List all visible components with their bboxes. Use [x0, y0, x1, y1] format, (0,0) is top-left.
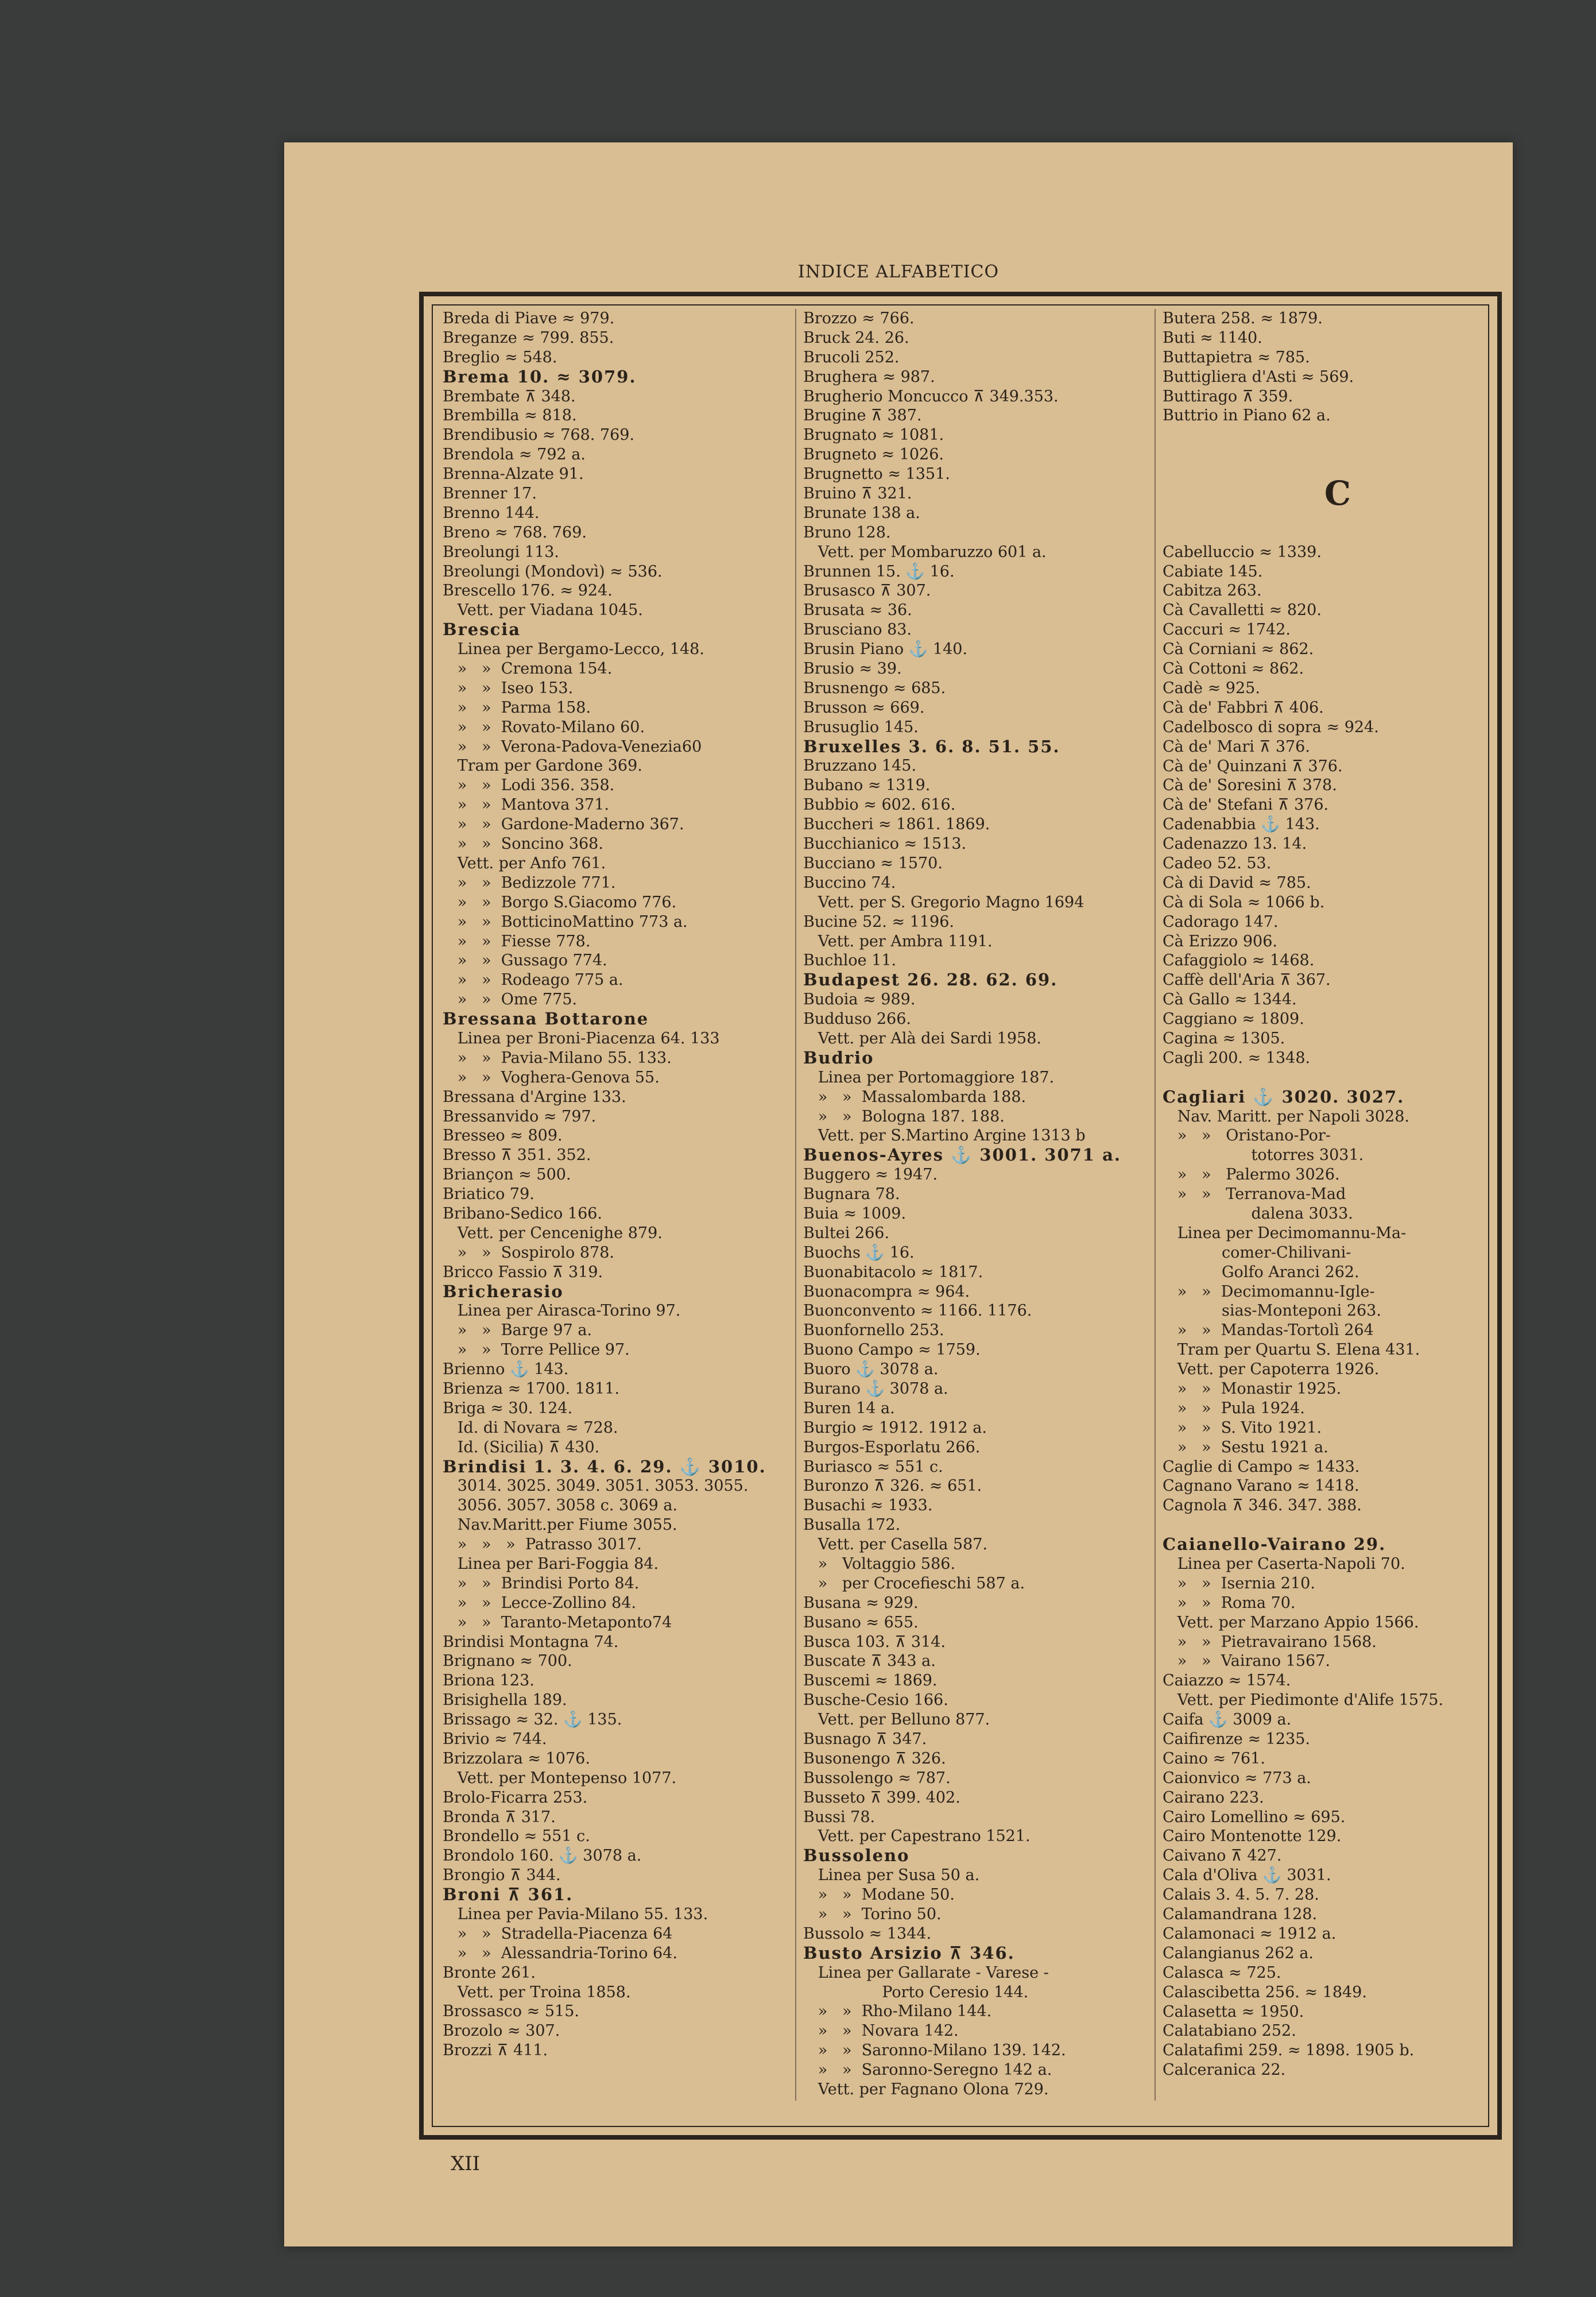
index-entry: Breno ≈ 768. 769. — [443, 523, 587, 542]
index-entry: » » Pavia-Milano 55. 133. — [443, 1049, 672, 1067]
index-entry: » » Novara 142. — [803, 2022, 959, 2040]
index-entry: Buggero ≈ 1947. — [803, 1166, 938, 1184]
index-entry: » » Torino 50. — [803, 1905, 942, 1924]
index-entry: Calatafimi 259. ≈ 1898. 1905 b. — [1163, 2041, 1415, 2060]
index-entry: » » Massalombarda 188. — [803, 1088, 1026, 1106]
index-entry: Vett. per Mombaruzzo 601 a. — [803, 543, 1047, 561]
index-heading-entry: Bricherasio — [443, 1282, 564, 1301]
index-entry: » » Cremona 154. — [443, 660, 613, 678]
index-entry: » » Ome 775. — [443, 991, 578, 1009]
index-entry: Cà Gallo ≈ 1344. — [1163, 991, 1297, 1009]
index-entry: Cagina ≈ 1305. — [1163, 1029, 1285, 1047]
index-entry: Buscate ⊼ 343 a. — [803, 1652, 936, 1670]
index-entry: Vett. per Cencenighe 879. — [443, 1224, 663, 1242]
index-entry: Brugine ⊼ 387. — [803, 407, 922, 425]
index-entry: » » Voghera-Genova 55. — [443, 1068, 660, 1086]
page-number: XII — [451, 2152, 481, 2175]
index-entry: » » Pietravairano 1568. — [1163, 1633, 1377, 1651]
spacer — [1163, 523, 1513, 543]
index-entry: Linea per Gallarate - Varese - — [803, 1963, 1049, 1982]
index-entry: Linea per Caserta-Napoli 70. — [1163, 1555, 1405, 1573]
spacer — [1163, 1068, 1513, 1088]
index-entry: » » Borgo S.Giacomo 776. — [443, 893, 677, 911]
index-entry: Bruino ⊼ 321. — [803, 485, 912, 503]
index-entry: Bugnara 78. — [803, 1185, 900, 1204]
index-entry: Bruzzano 145. — [803, 757, 917, 775]
index-entry: Breda di Piave ≈ 979. — [443, 310, 615, 327]
index-entry: Brusnengo ≈ 685. — [803, 679, 946, 697]
index-entry: » » Barge 97 a. — [443, 1321, 592, 1340]
index-entry: » » Gussago 774. — [443, 952, 607, 970]
index-entry: » » Vairano 1567. — [1163, 1652, 1330, 1670]
index-entry: Brenner 17. — [443, 485, 537, 503]
index-entry: » » Fiesse 778. — [443, 932, 591, 950]
index-entry: Brienno ⚓ 143. — [443, 1360, 569, 1379]
index-heading-entry: Cagliari ⚓ 3020. 3027. — [1163, 1087, 1405, 1107]
index-entry: » » Stradella-Piacenza 64 — [443, 1924, 673, 1943]
index-entry: Linea per Bari-Foggia 84. — [443, 1555, 659, 1573]
index-entry: Bucchianico ≈ 1513. — [803, 835, 967, 853]
index-entry: Busche-Cesio 166. — [803, 1691, 948, 1710]
index-entry: Cairo Lomellino ≈ 695. — [1163, 1808, 1346, 1826]
index-entry: Buonacompra ≈ 964. — [803, 1282, 970, 1301]
index-entry: Calamandrana 128. — [1163, 1905, 1318, 1924]
index-entry: Vett. per Anfo 761. — [443, 854, 606, 872]
index-entry: Bricco Fassio ⊼ 319. — [443, 1263, 603, 1281]
index-column-1 — [443, 309, 793, 2060]
index-entry: Brendola ≈ 792 a. — [443, 446, 586, 464]
index-entry: Vett. per Capoterra 1926. — [1163, 1360, 1380, 1379]
index-heading-entry: Bruxelles 3. 6. 8. 51. 55. — [803, 737, 1060, 756]
index-entry: » » Lodi 356. 358. — [443, 776, 615, 795]
index-heading-entry: Busto Arsizio ⊼ 346. — [803, 1943, 1015, 1963]
index-entry: Busachi ≈ 1933. — [803, 1496, 933, 1515]
index-entry: Cadenabbia ⚓ 143. — [1163, 815, 1320, 834]
index-entry: Vett. per Piedimonte d'Alife 1575. — [1163, 1691, 1444, 1710]
index-entry: Buttigliera d'Asti ≈ 569. — [1163, 368, 1354, 386]
index-entry: » » Parma 158. — [443, 698, 591, 717]
index-entry: Calascibetta 256. ≈ 1849. — [1163, 1983, 1367, 2001]
index-entry: Caiazzo ≈ 1574. — [1163, 1672, 1291, 1690]
index-entry: Bussi 78. — [803, 1808, 876, 1826]
index-heading-entry: Budrio — [803, 1048, 874, 1068]
index-entry: Bussolengo ≈ 787. — [803, 1769, 951, 1787]
index-entry: Burano ⚓ 3078 a. — [803, 1379, 948, 1398]
index-entry: Brenna-Alzate 91. — [443, 465, 584, 484]
index-entry: Briatico 79. — [443, 1185, 534, 1204]
index-heading-entry: Brindisi 1. 3. 4. 6. 29. ⚓ 3010. — [443, 1457, 766, 1476]
index-entry: Brenno 144. — [443, 504, 540, 522]
index-entry: Bucciano ≈ 1570. — [803, 854, 943, 872]
index-heading-entry: Broni ⊼ 361. — [443, 1885, 574, 1905]
index-entry: Calangianus 262 a. — [1163, 1944, 1314, 1962]
index-entry: » » Gardone-Maderno 367. — [443, 815, 684, 834]
index-entry: comer-Chilivani- — [1163, 1243, 1351, 1262]
index-entry: Brunate 138 a. — [803, 504, 920, 522]
index-entry: Cadenazzo 13. 14. — [1163, 835, 1307, 853]
index-entry: Bresso ⊼ 351. 352. — [443, 1146, 591, 1165]
index-entry: Linea per Airasca-Torino 97. — [443, 1302, 681, 1320]
index-entry: Calasetta ≈ 1950. — [1163, 2002, 1304, 2021]
index-entry: Brivio ≈ 744. — [443, 1730, 547, 1749]
index-entry: Vett. per Belluno 877. — [803, 1711, 990, 1729]
index-entry: Bussolo ≈ 1344. — [803, 1924, 932, 1943]
index-entry: Linea per Susa 50 a. — [803, 1866, 980, 1885]
index-entry: » » Brindisi Porto 84. — [443, 1574, 640, 1592]
column-rule — [795, 309, 796, 2101]
index-entry: Brusuglio 145. — [803, 718, 919, 736]
index-entry: Breolungi (Mondovì) ≈ 536. — [443, 562, 663, 581]
index-entry: Cairano 223. — [1163, 1788, 1264, 1807]
index-entry: Bultei 266. — [803, 1224, 890, 1242]
running-header: INDICE ALFABETICO — [797, 262, 1000, 282]
index-entry: Cà di Sola ≈ 1066 b. — [1163, 893, 1325, 911]
index-entry: Caccuri ≈ 1742. — [1163, 621, 1291, 639]
index-entry: Caino ≈ 761. — [1163, 1749, 1265, 1768]
index-entry: Caionvico ≈ 773 a. — [1163, 1769, 1311, 1787]
index-entry: Briançon ≈ 500. — [443, 1166, 571, 1184]
index-entry: » » Sospirolo 878. — [443, 1243, 614, 1262]
index-entry: Brisighella 189. — [443, 1691, 567, 1710]
index-entry: » » Isernia 210. — [1163, 1574, 1315, 1592]
index-entry: Vett. per Alà dei Sardi 1958. — [803, 1029, 1041, 1047]
index-entry: Burgio ≈ 1912. 1912 a. — [803, 1418, 987, 1437]
index-entry: Brusson ≈ 669. — [803, 698, 925, 717]
book-page — [284, 142, 1513, 2246]
index-entry: Bresseo ≈ 809. — [443, 1127, 563, 1145]
index-entry: Brissago ≈ 32. ⚓ 135. — [443, 1711, 622, 1729]
index-entry: Calceranica 22. — [1163, 2061, 1286, 2079]
index-entry: Briga ≈ 30. 124. — [443, 1399, 573, 1417]
index-entry: » » Roma 70. — [1163, 1594, 1296, 1612]
index-entry: Caivano ⊼ 427. — [1163, 1847, 1282, 1865]
index-entry: Busseto ⊼ 399. 402. — [803, 1788, 960, 1807]
index-entry: Bubano ≈ 1319. — [803, 776, 931, 795]
index-entry: Busonengo ⊼ 326. — [803, 1749, 946, 1768]
index-entry: Cadorago 147. — [1163, 912, 1279, 931]
index-entry: Briona 123. — [443, 1672, 534, 1690]
index-entry: Cà Cottoni ≈ 862. — [1163, 660, 1304, 678]
index-entry: Bribano-Sedico 166. — [443, 1204, 603, 1223]
index-entry: » » Sestu 1921 a. — [1163, 1438, 1328, 1456]
index-entry: Brozzi ⊼ 411. — [443, 2041, 548, 2060]
index-entry: » » Monastir 1925. — [1163, 1380, 1342, 1398]
index-entry: Buonabitacolo ≈ 1817. — [803, 1263, 983, 1281]
index-entry: Brescello 176. ≈ 924. — [443, 582, 613, 600]
index-entry: Vett. per Viadana 1045. — [443, 601, 643, 620]
index-entry: » » Alessandria-Torino 64. — [443, 1944, 677, 1962]
index-entry: Calatabiano 252. — [1163, 2022, 1296, 2040]
index-entry: Busana ≈ 929. — [803, 1594, 919, 1612]
index-entry: Golfo Aranci 262. — [1163, 1263, 1359, 1281]
index-entry: Brindisi Montagna 74. — [443, 1633, 619, 1651]
index-entry: Id. di Novara ≈ 728. — [443, 1418, 618, 1437]
index-entry: Buia ≈ 1009. — [803, 1204, 907, 1223]
section-letter: C — [1324, 474, 1351, 513]
index-entry: Nav.Maritt.per Fiume 3055. — [443, 1516, 677, 1534]
index-entry: Vett. per Marzano Appio 1566. — [1163, 1613, 1419, 1631]
index-entry: Brughera ≈ 987. — [803, 368, 935, 386]
index-entry: Vett. per Capestrano 1521. — [803, 1827, 1031, 1846]
index-entry: Brusata ≈ 36. — [803, 601, 912, 620]
index-heading-entry: Brema 10. ≈ 3079. — [443, 367, 637, 386]
index-entry: Buti ≈ 1140. — [1163, 328, 1262, 347]
index-entry: » » » Patrasso 3017. — [443, 1536, 642, 1554]
index-entry: Brongio ⊼ 344. — [443, 1866, 561, 1885]
index-entry: » » Iseo 153. — [443, 679, 574, 697]
index-entry: dalena 3033. — [1163, 1204, 1353, 1223]
index-entry: Linea per Pavia-Milano 55. 133. — [443, 1905, 708, 1924]
index-entry: Breganze ≈ 799. 855. — [443, 328, 614, 347]
index-entry: sias-Monteponi 263. — [1163, 1302, 1381, 1320]
index-entry: Brusciano 83. — [803, 621, 912, 639]
index-entry: Linea per Decimomannu-Ma- — [1163, 1224, 1407, 1242]
index-entry: Cabitza 263. — [1163, 582, 1262, 600]
index-entry: Caifa ⚓ 3009 a. — [1163, 1711, 1292, 1729]
index-entry: Linea per Bergamo-Lecco, 148. — [443, 640, 704, 659]
index-column-3 — [1163, 309, 1513, 2080]
index-entry: Cafaggiolo ≈ 1468. — [1163, 952, 1315, 970]
index-heading-entry: Budapest 26. 28. 62. 69. — [803, 970, 1058, 990]
index-entry: » » Verona-Padova-Venezia60 — [443, 737, 702, 756]
index-column-2 — [803, 309, 1153, 2099]
index-entry: Brugnato ≈ 1081. — [803, 426, 944, 444]
index-entry: Vett. per Casella 587. — [803, 1536, 988, 1554]
index-entry: Vett. per Troina 1858. — [443, 1983, 631, 2001]
index-entry: Cà de' Stefani ⊼ 376. — [1163, 796, 1329, 814]
column-rule — [1155, 309, 1156, 2101]
index-entry: Busano ≈ 655. — [803, 1613, 919, 1631]
index-entry: Brusin Piano ⚓ 140. — [803, 640, 968, 659]
index-entry: Brembilla ≈ 818. — [443, 407, 577, 425]
index-entry: Burgos-Esporlatu 266. — [803, 1438, 981, 1456]
index-entry: Vett. per Ambra 1191. — [803, 932, 993, 950]
index-entry: Vett. per S. Gregorio Magno 1694 — [803, 893, 1084, 911]
index-entry: Cà de' Soresini ⊼ 378. — [1163, 776, 1337, 795]
index-entry: Cairo Montenotte 129. — [1163, 1827, 1342, 1846]
index-entry: » » Taranto-Metaponto74 — [443, 1613, 672, 1631]
index-entry: Cadeo 52. 53. — [1163, 854, 1272, 872]
index-entry: Porto Ceresio 144. — [803, 1983, 1029, 2001]
index-entry: » » Modane 50. — [803, 1886, 955, 1904]
index-heading-entry: Bussoleno — [803, 1846, 910, 1866]
index-entry: » » Rodeago 775 a. — [443, 971, 623, 989]
index-entry: Bubbio ≈ 602. 616. — [803, 796, 956, 814]
index-entry: Brondello ≈ 551 c. — [443, 1827, 590, 1846]
index-heading-entry: Caianello-Vairano 29. — [1163, 1535, 1386, 1554]
index-entry: Cala d'Oliva ⚓ 3031. — [1163, 1866, 1331, 1885]
index-entry: » » Rovato-Milano 60. — [443, 718, 645, 736]
index-entry: Brondolo 160. ⚓ 3078 a. — [443, 1847, 642, 1865]
index-entry: Buonconvento ≈ 1166. 1176. — [803, 1302, 1032, 1320]
index-entry: Cà Cavalletti ≈ 820. — [1163, 601, 1322, 620]
index-entry: Cagli 200. ≈ 1348. — [1163, 1049, 1311, 1067]
index-entry: » » Terranova-Mad — [1163, 1185, 1346, 1204]
index-entry: Brozzo ≈ 766. — [803, 310, 915, 327]
index-entry: Bucine 52. ≈ 1196. — [803, 912, 954, 931]
index-heading-entry: Bressana Bottarone — [443, 1010, 649, 1029]
index-entry: Buriasco ≈ 551 c. — [803, 1457, 943, 1476]
index-entry: Calasca ≈ 725. — [1163, 1963, 1281, 1982]
index-entry: Id. (Sicilia) ⊼ 430. — [443, 1438, 600, 1456]
index-entry: Buchloe 11. — [803, 952, 897, 970]
index-entry: Brugherio Moncucco ⊼ 349.353. — [803, 387, 1059, 405]
index-entry: Busalla 172. — [803, 1516, 901, 1534]
index-entry: Buochs ⚓ 16. — [803, 1243, 915, 1262]
index-entry: Brizzolara ≈ 1076. — [443, 1749, 590, 1768]
index-entry: Caglie di Campo ≈ 1433. — [1163, 1457, 1360, 1476]
index-entry: » » BotticinoMattino 773 a. — [443, 912, 688, 931]
index-entry: » » Bologna 187. 188. — [803, 1107, 1005, 1126]
index-entry: Brucoli 252. — [803, 348, 900, 366]
index-entry: Breglio ≈ 548. — [443, 348, 557, 366]
index-entry: Buttirago ⊼ 359. — [1163, 387, 1293, 405]
index-heading-entry: Buenos-Ayres ⚓ 3001. 3071 a. — [803, 1146, 1121, 1165]
index-entry: 3056. 3057. 3058 c. 3069 a. — [443, 1496, 678, 1515]
index-entry: Bruck 24. 26. — [803, 328, 909, 347]
index-entry: » per Crocefieschi 587 a. — [803, 1574, 1025, 1592]
spacer — [1163, 426, 1513, 445]
index-entry: Calamonaci ≈ 1912 a. — [1163, 1924, 1337, 1943]
index-entry: Cadè ≈ 925. — [1163, 679, 1260, 697]
index-entry: Bronda ⊼ 317. — [443, 1808, 556, 1826]
index-entry: Cà Corniani ≈ 862. — [1163, 640, 1314, 659]
index-entry: 3014. 3025. 3049. 3051. 3053. 3055. — [443, 1477, 749, 1495]
index-entry: » » Saronno-Seregno 142 a. — [803, 2061, 1052, 2079]
index-entry: Tram per Quartu S. Elena 431. — [1163, 1341, 1420, 1359]
index-entry: Cabelluccio ≈ 1339. — [1163, 543, 1322, 561]
index-entry: Brembate ⊼ 348. — [443, 387, 576, 405]
index-entry: Linea per Portomaggiore 187. — [803, 1068, 1055, 1086]
index-entry: » » Pula 1924. — [1163, 1399, 1305, 1417]
index-entry: Busca 103. ⊼ 314. — [803, 1633, 946, 1651]
index-entry: Buttapietra ≈ 785. — [1163, 348, 1310, 366]
index-entry: » » Torre Pellice 97. — [443, 1341, 630, 1359]
index-entry: Cà de' Mari ⊼ 376. — [1163, 737, 1310, 756]
index-entry: » » Mandas-Tortolì 264 — [1163, 1321, 1374, 1340]
index-entry: Vett. per S.Martino Argine 1313 b — [803, 1127, 1086, 1145]
index-entry: Caggiano ≈ 1809. — [1163, 1010, 1304, 1028]
spacer — [1163, 1515, 1513, 1535]
index-entry: Brienza ≈ 1700. 1811. — [443, 1379, 620, 1398]
index-entry: Tram per Gardone 369. — [443, 757, 642, 775]
index-entry: Bressana d'Argine 133. — [443, 1088, 626, 1106]
index-entry: Brusasco ⊼ 307. — [803, 582, 931, 600]
index-entry: Bressanvido ≈ 797. — [443, 1107, 596, 1126]
index-entry: Cà de' Quinzani ⊼ 376. — [1163, 757, 1343, 775]
index-entry: Buccheri ≈ 1861. 1869. — [803, 815, 990, 834]
index-entry: Brolo-Ficarra 253. — [443, 1788, 588, 1807]
index-entry: » » Rho-Milano 144. — [803, 2002, 992, 2021]
index-entry: Breolungi 113. — [443, 543, 560, 561]
index-entry: » Voltaggio 586. — [803, 1555, 956, 1573]
index-entry: » » S. Vito 1921. — [1163, 1418, 1322, 1437]
index-entry: Buono Campo ≈ 1759. — [803, 1341, 981, 1359]
index-entry: Calais 3. 4. 5. 7. 28. — [1163, 1886, 1319, 1904]
index-entry: Brozolo ≈ 307. — [443, 2022, 560, 2040]
index-entry: Cagnano Varano ≈ 1418. — [1163, 1477, 1359, 1495]
index-entry: Vett. per Fagnano Olona 729. — [803, 2081, 1049, 2099]
index-entry: Brugnetto ≈ 1351. — [803, 465, 950, 484]
index-entry: Brusio ≈ 39. — [803, 660, 902, 678]
index-entry: Brugneto ≈ 1026. — [803, 446, 944, 464]
index-entry: Budoia ≈ 989. — [803, 991, 916, 1009]
index-entry: » » Saronno-Milano 139. 142. — [803, 2041, 1066, 2060]
index-entry: Buronzo ⊼ 326. ≈ 651. — [803, 1477, 982, 1495]
index-entry: Vett. per Montepenso 1077. — [443, 1769, 677, 1787]
index-entry: » » Mantova 371. — [443, 796, 609, 814]
index-entry: Caifirenze ≈ 1235. — [1163, 1730, 1310, 1749]
index-entry: » » Oristano-Por- — [1163, 1127, 1331, 1145]
index-entry: Brignano ≈ 700. — [443, 1652, 572, 1670]
index-entry: Buttrio in Piano 62 a. — [1163, 407, 1331, 425]
index-entry: Buren 14 a. — [803, 1399, 895, 1417]
index-entry: » » Palermo 3026. — [1163, 1166, 1340, 1184]
spacer — [1163, 445, 1513, 465]
index-entry: » » Decimomannu-Igle- — [1163, 1282, 1375, 1301]
index-entry: Nav. Maritt. per Napoli 3028. — [1163, 1107, 1409, 1126]
index-entry: Brendibusio ≈ 768. 769. — [443, 426, 635, 444]
index-entry: Cabiate 145. — [1163, 562, 1263, 581]
index-entry: Brunnen 15. ⚓ 16. — [803, 562, 955, 581]
index-entry: » » Bedizzole 771. — [443, 873, 616, 892]
index-entry: Brossasco ≈ 515. — [443, 2002, 579, 2021]
index-entry: Cà Erizzo 906. — [1163, 932, 1277, 950]
index-entry: Bronte 261. — [443, 1963, 536, 1982]
index-entry: Buccino 74. — [803, 873, 896, 892]
index-entry: Bruno 128. — [803, 523, 891, 542]
index-entry: Busnago ⊼ 347. — [803, 1730, 927, 1749]
index-entry: Cadelbosco di sopra ≈ 924. — [1163, 718, 1379, 736]
index-entry: » » Soncino 368. — [443, 835, 603, 853]
index-entry: Buonfornello 253. — [803, 1321, 944, 1340]
index-entry: Linea per Broni-Piacenza 64. 133 — [443, 1029, 720, 1047]
index-entry: Caffè dell'Aria ⊼ 367. — [1163, 971, 1331, 989]
index-entry: Cà di David ≈ 785. — [1163, 873, 1311, 892]
index-entry: Cagnola ⊼ 346. 347. 388. — [1163, 1496, 1362, 1515]
index-heading-entry: Brescia — [443, 620, 521, 640]
index-entry: Budduso 266. — [803, 1010, 911, 1028]
index-entry: Buscemi ≈ 1869. — [803, 1672, 938, 1690]
index-entry: totorres 3031. — [1163, 1146, 1364, 1165]
index-entry: Butera 258. ≈ 1879. — [1163, 310, 1323, 327]
index-entry: Buoro ⚓ 3078 a. — [803, 1360, 939, 1379]
index-entry: Cà de' Fabbri ⊼ 406. — [1163, 698, 1324, 717]
index-entry: » » Lecce-Zollino 84. — [443, 1594, 637, 1612]
